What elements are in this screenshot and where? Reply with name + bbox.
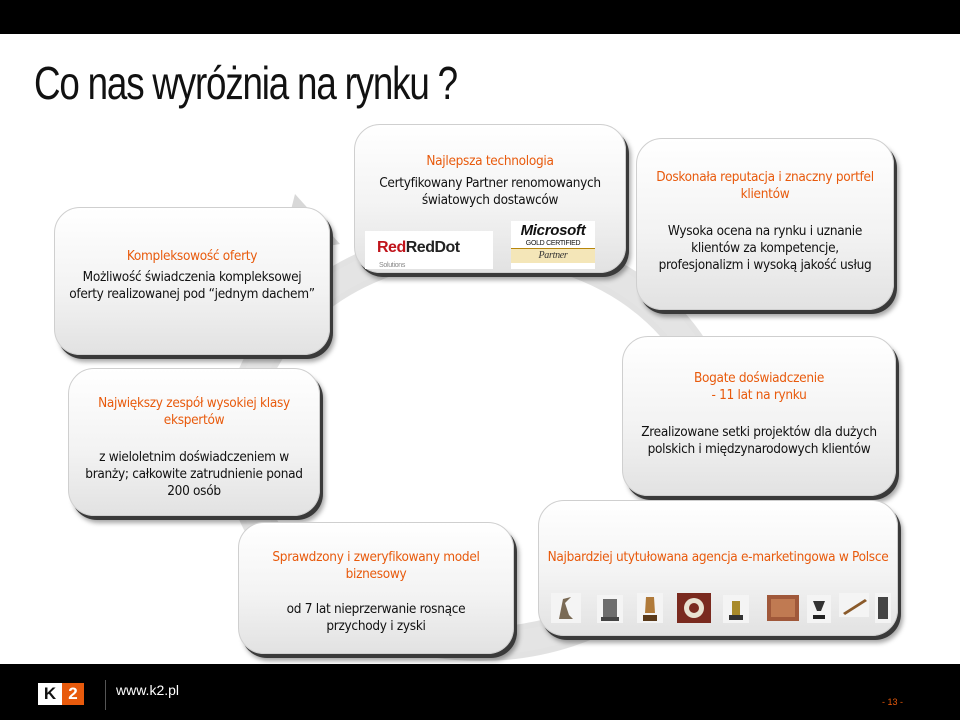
award-trophy-3-icon xyxy=(637,593,663,623)
k2-logo-2: 2 xyxy=(62,683,84,705)
award-trophy-5-icon xyxy=(807,595,831,623)
card-kompleksowosc xyxy=(54,207,330,355)
card-zespol-heading: Największy zespół wysokiej klasy ekspertów xyxy=(98,395,290,428)
reddot-logo-text: RedDot xyxy=(405,239,460,256)
card-model-text: od 7 lat nieprzerwanie rosnące przychody i zyski xyxy=(286,601,466,634)
k2-logo-k: K xyxy=(38,683,62,705)
page-number: - 13 - xyxy=(882,697,904,707)
card-model-heading: Sprawdzony i zweryfikowany model biznesowy xyxy=(272,549,480,582)
award-trophy-7-icon xyxy=(875,593,891,623)
card-technologia xyxy=(354,124,626,273)
card-reputacja-heading: Doskonała reputacja i znaczny portfel klientów xyxy=(656,169,874,202)
footer-url-link[interactable]: www.k2.pl xyxy=(116,682,180,698)
gold-certified-text: GOLD CERTIFIED xyxy=(511,239,595,249)
card-doswiadczenie-heading-1: Bogate doświadczenie xyxy=(693,370,824,386)
award-trophy-6-icon xyxy=(839,593,869,617)
page-title: Co nas wyróżnia na rynku ? xyxy=(34,57,457,109)
partner-text: Partner xyxy=(511,249,595,263)
award-medal-icon xyxy=(677,593,711,623)
card-kompleksowosc-heading: Kompleksowość oferty xyxy=(126,248,258,264)
k2-logo xyxy=(38,683,84,705)
card-agencja-heading: Najbardziej utytułowana agencja e-marketingowa w Polsce xyxy=(547,549,889,565)
awards-row xyxy=(551,593,891,625)
card-model xyxy=(238,522,514,654)
footer-divider xyxy=(105,680,106,710)
card-reputacja xyxy=(636,138,894,310)
card-zespol-text: z wieloletnim doświadczeniem w branży; całkowite zatrudnienie ponad 200 osób xyxy=(85,449,303,499)
card-doswiadczenie xyxy=(622,336,896,496)
card-technologia-text: Certyfikowany Partner renomowanych światowych dostawców xyxy=(379,175,601,208)
reddot-logo-sub: Solutions xyxy=(379,262,406,269)
card-zespol xyxy=(68,368,320,516)
microsoft-logo-text: Microsoft xyxy=(520,222,586,239)
award-trophy-2-icon xyxy=(597,595,623,623)
reddot-logo: RedRedDot Solutions xyxy=(365,231,493,269)
microsoft-gold-logo xyxy=(511,221,595,269)
award-trophy-1-icon xyxy=(551,593,581,623)
card-agencja xyxy=(538,500,898,636)
award-plaque-icon xyxy=(767,595,799,621)
card-technologia-heading: Najlepsza technologia xyxy=(426,153,554,169)
card-reputacja-text: Wysoka ocena na rynku i uznanie klientów za kompetencje, profesjonalizm i wysoką jakość usług xyxy=(658,223,872,273)
card-kompleksowosc-text: Możliwość świadczenia kompleksowej oferty realizowanej pod “jednym dachem” xyxy=(69,269,315,302)
card-doswiadczenie-heading-2: - 11 lat na rynku xyxy=(711,387,807,403)
card-doswiadczenie-text: Zrealizowane setki projektów dla dużych polskich i międzynarodowych klientów xyxy=(641,424,877,457)
award-trophy-4-icon xyxy=(723,595,749,623)
